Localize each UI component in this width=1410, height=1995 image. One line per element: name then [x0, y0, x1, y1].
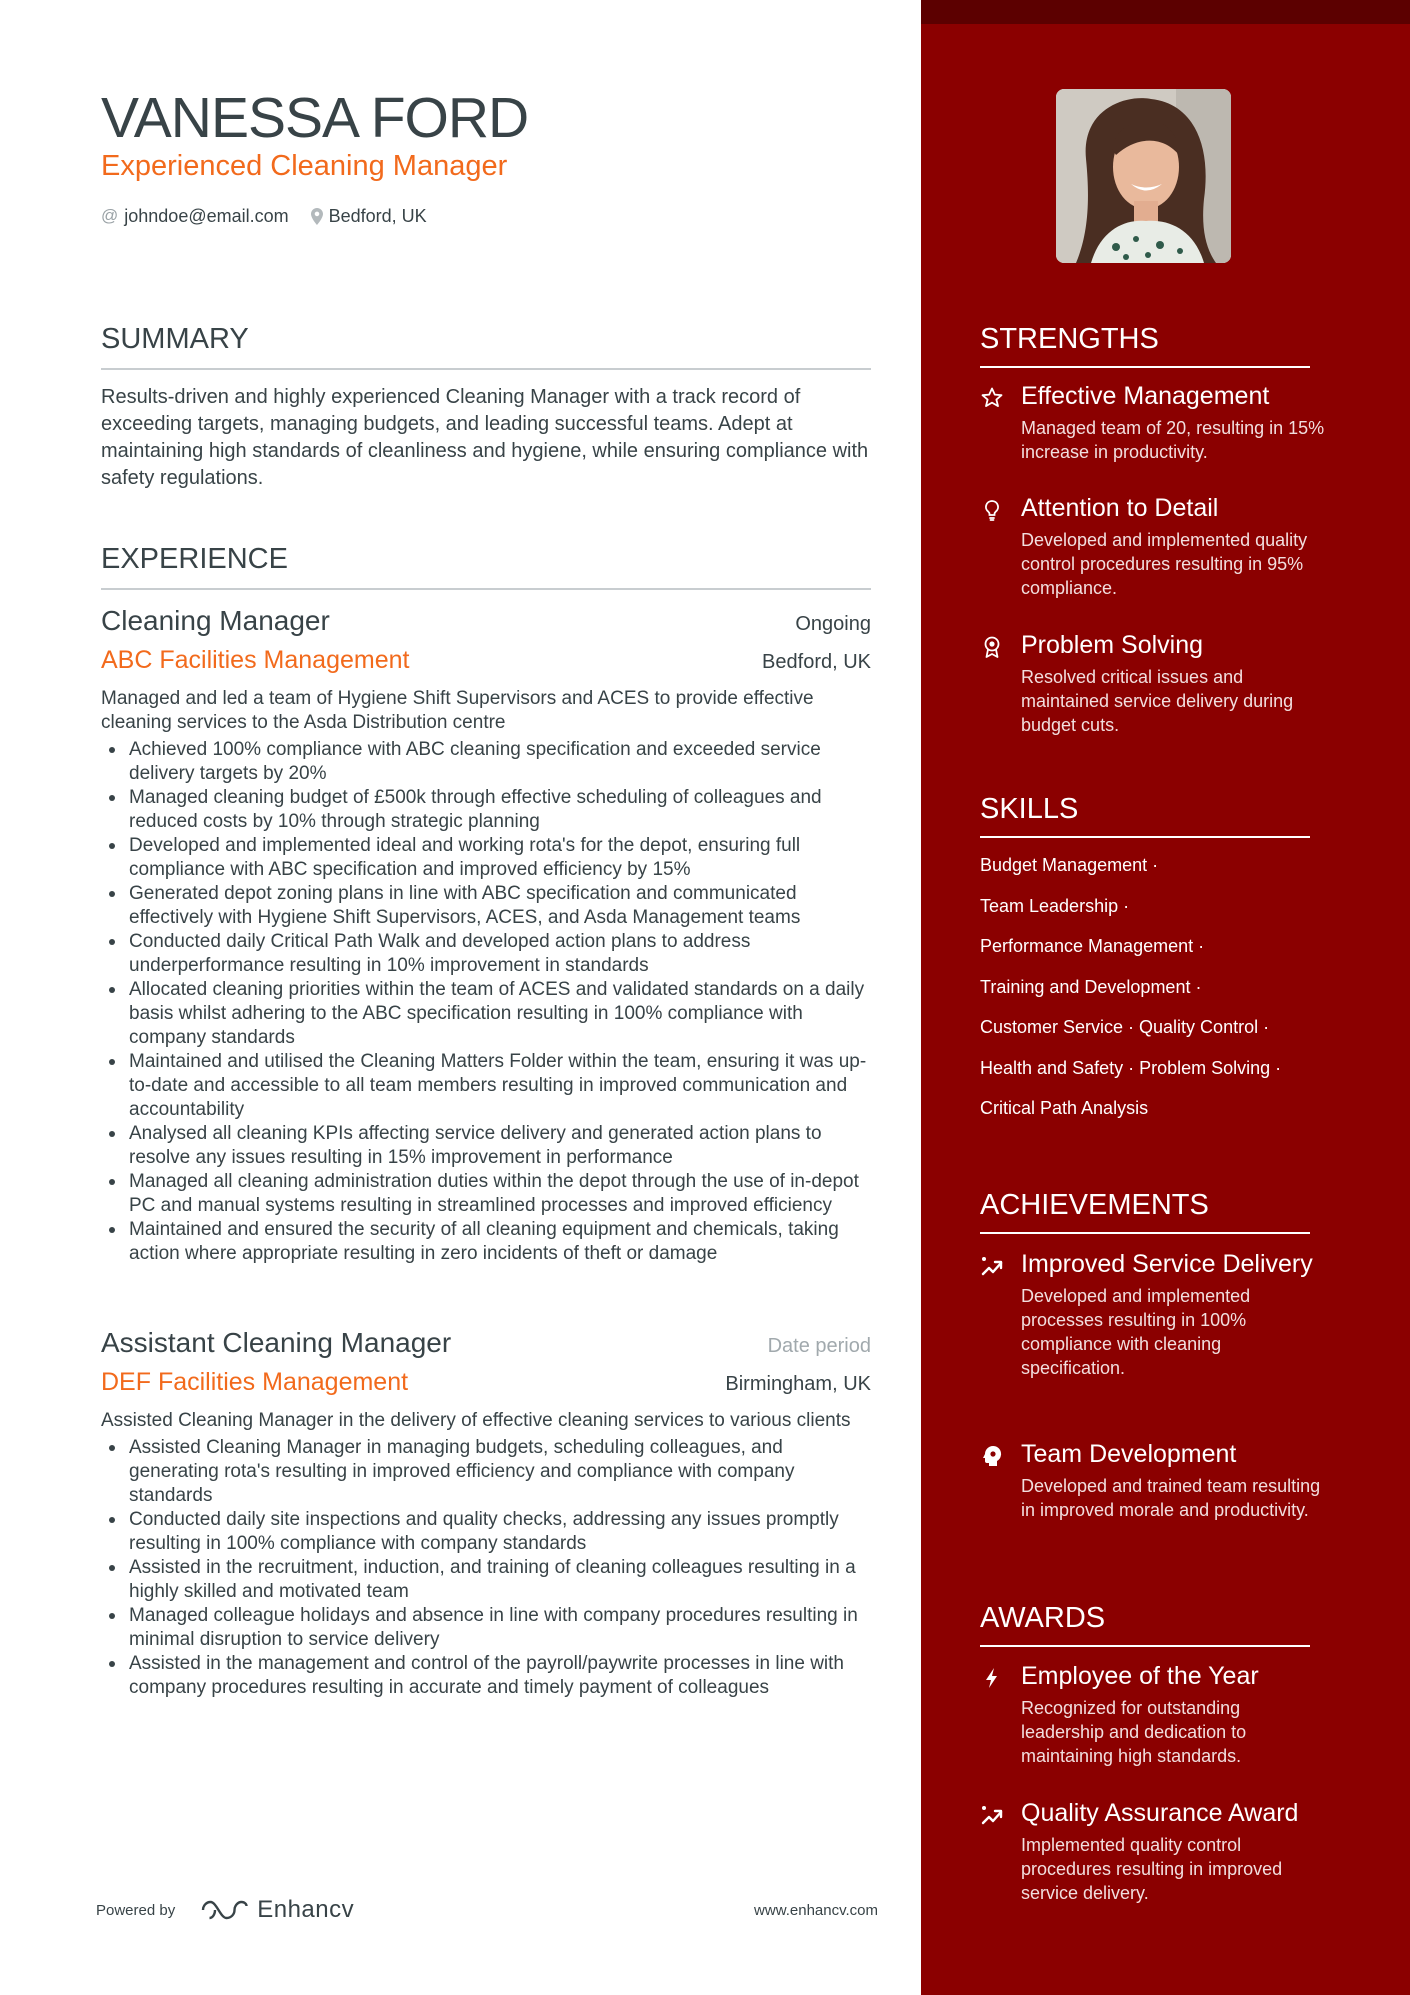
job-bullet: Analysed all cleaning KPIs affecting service delivery and generated action plans to resolve any issues resulting in 15% improvement in performance — [101, 1122, 871, 1170]
awards-heading: AWARDS — [980, 1601, 1310, 1647]
summary-heading: SUMMARY — [101, 322, 871, 370]
job-bullet: Achieved 100% compliance with ABC cleaning specification and exceeded service delivery targets by 20% — [101, 738, 871, 786]
skill-tag: Team Leadership · — [980, 895, 1130, 916]
achievement-desc: Developed and trained team resulting in improved morale and productivity. — [1021, 1476, 1321, 1520]
achievement-item — [980, 1249, 1325, 1380]
strength-desc: Resolved critical issues and maintained service delivery during budget cuts. — [1021, 667, 1294, 735]
job-date: Date period — [767, 1335, 871, 1357]
strength-item — [980, 630, 1325, 737]
location-pin-icon — [311, 208, 323, 225]
lightning-icon — [980, 1666, 1004, 1690]
achievements-heading: ACHIEVEMENTS — [980, 1188, 1310, 1234]
profile-photo — [1056, 89, 1231, 263]
sidebar — [921, 0, 1410, 1995]
award-item — [980, 1661, 1325, 1768]
strength-item — [980, 381, 1325, 464]
job-bullet: Maintained and utilised the Cleaning Matters Folder within the team, ensuring it was up-to-date and accessible to all team members resulting in improved communication and accountability — [101, 1050, 871, 1122]
at-icon: @ — [101, 206, 119, 225]
job-role: Cleaning Manager — [101, 605, 330, 636]
contact-row — [101, 203, 449, 229]
summary-text: Results-driven and highly experienced Cleaning Manager with a track record of exceeding targets, managing budgets, and leading successful teams. Adept at maintaining high standards of cleanliness and hygiene, while ensuring compliance with safety regulations. — [101, 386, 869, 489]
award-desc: Implemented quality control procedures resulting in improved service delivery. — [1021, 1835, 1283, 1903]
growth-arrow-icon — [980, 1254, 1004, 1278]
powered-by — [96, 1896, 354, 1924]
job-bullet: Managed cleaning budget of £500k through effective scheduling of colleagues and reduced costs by 10% through strategic planning — [101, 786, 871, 834]
job-entry — [101, 604, 871, 1266]
job-bullets — [101, 1436, 871, 1700]
sidebar-top-strip — [921, 0, 1410, 24]
job-bullet: Assisted in the management and control of the payroll/paywrite processes in line with company procedures resulting in accurate and timely payment of colleagues — [101, 1652, 871, 1700]
strength-desc: Developed and implemented quality control procedures resulting in 95% compliance. — [1021, 530, 1308, 598]
location-contact — [311, 206, 427, 227]
job-description: Managed and led a team of Hygiene Shift Supervisors and ACES to provide effective cleaning services to the Asda Distribution centre — [101, 688, 814, 733]
strength-title: Problem Solving — [1021, 631, 1204, 659]
award-title: Employee of the Year — [1021, 1662, 1259, 1690]
strength-title: Attention to Detail — [1021, 494, 1219, 522]
job-bullet: Allocated cleaning priorities within the team of ACES and validated standards on a daily basis whilst adhering to the ABC specification resulting in 100% compliance with company standards — [101, 978, 871, 1050]
job-entry — [101, 1326, 871, 1700]
candidate-name: VANESSA FORD — [101, 86, 529, 150]
job-bullet: Developed and implemented ideal and working rota's for the depot, ensuring full compliance with ABC specification and improved efficiency by 15% — [101, 834, 871, 882]
job-bullet: Assisted in the recruitment, induction, and training of cleaning colleagues resulting in a highly skilled and motivated team — [101, 1556, 871, 1604]
email-contact[interactable] — [101, 206, 289, 227]
website-link[interactable]: www.enhancv.com — [754, 1901, 878, 1919]
strength-item — [980, 493, 1325, 600]
skill-tag: Customer Service · Quality Control · — [980, 1017, 1270, 1037]
skill-tag: Critical Path Analysis — [980, 1098, 1149, 1118]
skills-list — [980, 853, 1340, 1137]
job-date: Ongoing — [795, 613, 871, 635]
job-bullet: Assisted Cleaning Manager in managing budgets, scheduling colleagues, and generating rota's resulting in improved efficiency and compliance with company standards — [101, 1436, 871, 1508]
achievement-title: Team Development — [1021, 1440, 1237, 1468]
job-bullet: Managed all cleaning administration duties within the depot through the use of in-depot PC and manual systems resulting in streamlined processes and improved efficiency — [101, 1170, 871, 1218]
job-bullets — [101, 738, 871, 1266]
job-bullet: Conducted daily site inspections and quality checks, addressing any issues promptly resulting in 100% compliance with company standards — [101, 1508, 871, 1556]
job-company: ABC Facilities Management — [101, 646, 410, 674]
experience-heading: EXPERIENCE — [101, 542, 871, 590]
job-description: Assisted Cleaning Manager in the delivery of effective cleaning services to various clients — [101, 1410, 851, 1431]
job-location: Bedford, UK — [762, 651, 871, 673]
powered-by-label: Powered by — [96, 1901, 176, 1919]
growth-arrow-icon — [980, 1803, 1004, 1827]
job-location: Birmingham, UK — [725, 1373, 871, 1395]
skill-tag: Health and Safety · Problem Solving · — [980, 1057, 1282, 1078]
job-bullet: Managed colleague holidays and absence in line with company procedures resulting in minimal disruption to service delivery — [101, 1604, 871, 1652]
brand-name: Enhancv — [257, 1896, 355, 1923]
strength-title: Effective Management — [1021, 382, 1270, 410]
job-bullet: Generated depot zoning plans in line with ABC specification and communicated effectively with Hygiene Shift Supervisors, ACES, and Asda Management teams — [101, 882, 871, 930]
medal-icon — [980, 635, 1004, 659]
skill-tag: Performance Management · — [980, 936, 1205, 956]
achievement-title: Improved Service Delivery — [1021, 1250, 1313, 1278]
footer — [96, 1895, 878, 1925]
skill-tag: Training and Development · — [980, 976, 1202, 997]
star-icon — [980, 386, 1004, 410]
strength-desc: Managed team of 20, resulting in 15% increase in productivity. — [1021, 418, 1325, 462]
skill-tag: Budget Management · — [980, 855, 1159, 875]
achievement-desc: Developed and implemented processes resulting in 100% compliance with cleaning specification. — [1021, 1286, 1251, 1378]
achievement-item — [980, 1439, 1325, 1522]
skills-heading: SKILLS — [980, 792, 1310, 838]
job-bullet: Conducted daily Critical Path Walk and developed action plans to address underperformance resulting in 10% improvement in standards — [101, 930, 871, 978]
candidate-title: Experienced Cleaning Manager — [101, 150, 508, 182]
job-role: Assistant Cleaning Manager — [101, 1327, 452, 1358]
award-title: Quality Assurance Award — [1021, 1799, 1299, 1827]
job-company: DEF Facilities Management — [101, 1368, 409, 1396]
enhancv-logo-icon — [201, 1899, 249, 1921]
job-bullet: Maintained and ensured the security of all cleaning equipment and chemicals, taking action where appropriate resulting in zero incidents of theft or damage — [101, 1218, 871, 1266]
email-text: johndoe@email.com — [124, 205, 289, 226]
award-desc: Recognized for outstanding leadership and dedication to maintaining high standards. — [1021, 1698, 1247, 1766]
strengths-heading: STRENGTHS — [980, 322, 1310, 368]
award-item — [980, 1798, 1325, 1905]
lightbulb-icon — [980, 498, 1004, 522]
head-idea-icon — [980, 1444, 1004, 1468]
location-text: Bedford, UK — [328, 205, 427, 226]
brand-logo[interactable] — [201, 1896, 354, 1924]
